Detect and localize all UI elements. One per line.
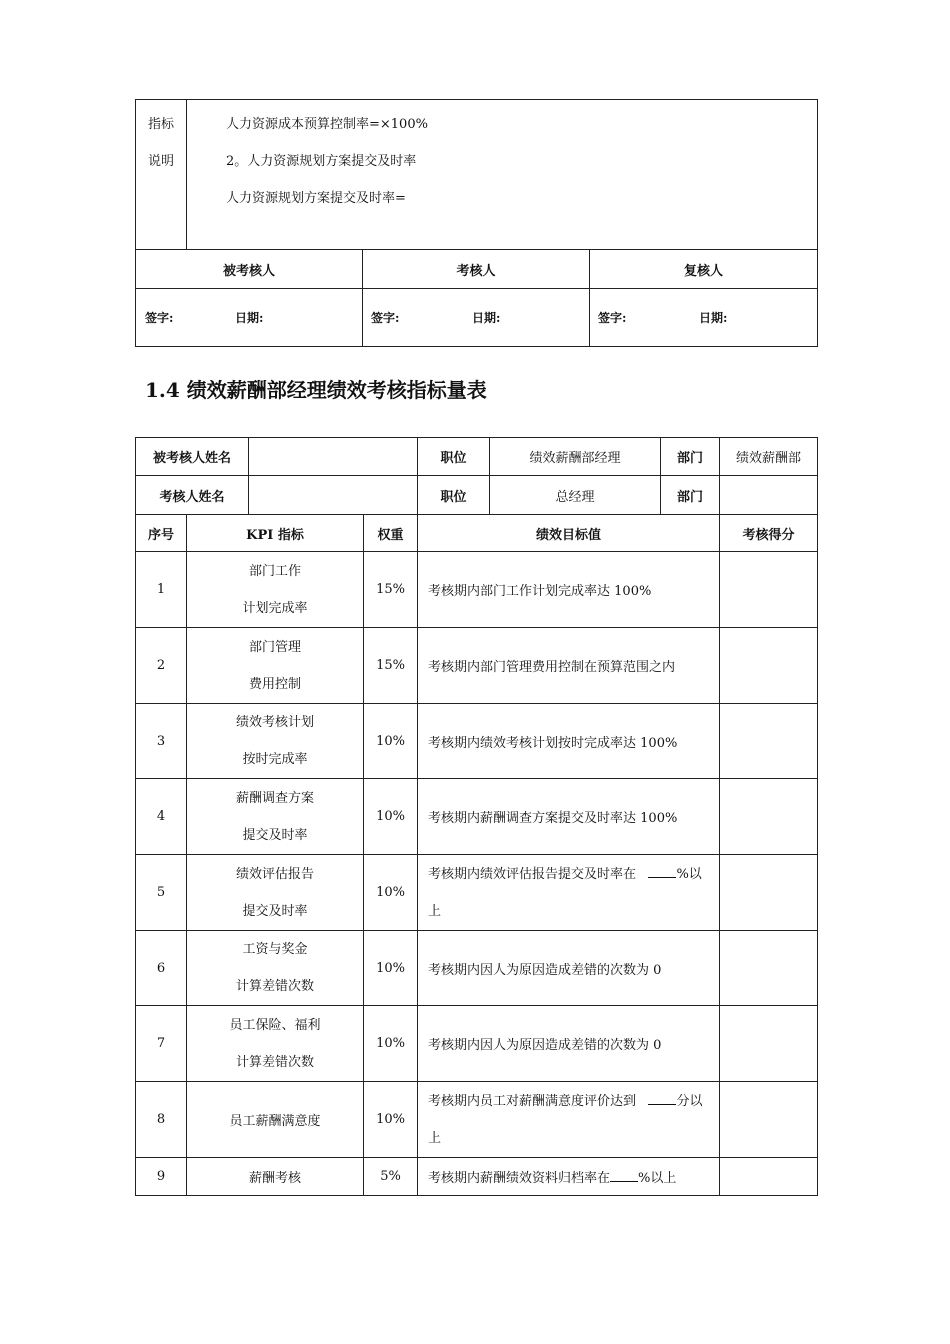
target-text: 考核期内薪酬绩效资料归档率在 <box>428 1171 611 1186</box>
kpi-name <box>187 779 364 855</box>
sign-label: 签字: <box>598 311 627 325</box>
table-row <box>136 1006 818 1082</box>
kpi-line: 部门管理 <box>249 639 302 655</box>
indicator-note-body <box>187 100 818 250</box>
assessee-signature-cell <box>136 289 363 347</box>
note-line: 2。人力资源规划方案提交及时率 <box>226 154 417 169</box>
kpi-line: 部门工作 <box>249 563 302 579</box>
indicator-note-table <box>135 99 818 347</box>
kpi-table <box>135 437 818 1196</box>
row-number: 3 <box>136 704 187 779</box>
kpi-line: 绩效考核计划 <box>236 715 315 730</box>
kpi-line: 提交及时率 <box>242 827 308 843</box>
date-label: 日期: <box>235 311 264 325</box>
kpi-line: 提交及时率 <box>242 903 308 919</box>
table-row <box>136 1158 818 1196</box>
weight: 10% <box>364 931 418 1006</box>
table-row <box>136 1082 818 1158</box>
reviewer-header: 复核人 <box>590 250 818 289</box>
column-header-target: 绩效目标值 <box>418 515 720 552</box>
target-value <box>418 1158 720 1196</box>
sign-label: 签字: <box>371 311 400 325</box>
score-cell <box>720 1158 818 1196</box>
kpi-line: 计算差错次数 <box>236 1054 315 1070</box>
score-cell <box>720 628 818 704</box>
assessor-department-value <box>720 476 818 515</box>
assessor-position-value: 总经理 <box>490 476 661 515</box>
column-header-no: 序号 <box>136 515 187 552</box>
table-row <box>136 552 818 628</box>
date-label: 日期: <box>472 311 501 325</box>
assessee-name-value <box>249 438 418 476</box>
assessee-position-value: 绩效薪酬部经理 <box>490 438 661 476</box>
kpi-name <box>187 704 364 779</box>
weight: 10% <box>364 855 418 931</box>
kpi-name: 员工薪酬满意度 <box>187 1082 364 1158</box>
kpi-line: 工资与奖金 <box>242 942 308 957</box>
table-row <box>136 704 818 779</box>
row-number: 1 <box>136 552 187 628</box>
kpi-line: 计算差错次数 <box>236 979 315 994</box>
score-cell <box>720 855 818 931</box>
fill-in-blank[interactable] <box>648 1091 676 1105</box>
department-label: 部门 <box>661 438 720 476</box>
kpi-name <box>187 552 364 628</box>
assessee-name-label: 被考核人姓名 <box>136 438 249 476</box>
assessee-header: 被考核人 <box>136 250 363 289</box>
kpi-name: 薪酬考核 <box>187 1158 364 1196</box>
row-number: 9 <box>136 1158 187 1196</box>
target-value <box>418 1082 720 1158</box>
column-header-score: 考核得分 <box>720 515 818 552</box>
assessor-name-label: 考核人姓名 <box>136 476 249 515</box>
fill-in-blank[interactable] <box>610 1168 638 1182</box>
indicator-label-line2: 说明 <box>147 154 174 169</box>
kpi-line: 费用控制 <box>249 676 302 692</box>
kpi-line: 绩效评估报告 <box>236 866 315 882</box>
score-cell <box>720 704 818 779</box>
kpi-name <box>187 1006 364 1082</box>
score-cell <box>720 779 818 855</box>
kpi-line: 员工保险、福利 <box>229 1017 321 1033</box>
target-suffix: %以 <box>676 866 702 882</box>
note-line: 人力资源规划方案提交及时率= <box>226 191 406 206</box>
score-cell <box>720 1082 818 1158</box>
assessee-department-value: 绩效薪酬部 <box>720 438 818 476</box>
target-value: 考核期内因人为原因造成差错的次数为 0 <box>418 931 720 1006</box>
weight: 10% <box>364 1006 418 1082</box>
weight: 10% <box>364 1082 418 1158</box>
assessor-signature-cell <box>363 289 590 347</box>
position-label: 职位 <box>418 476 490 515</box>
column-header-kpi: KPI 指标 <box>187 515 364 552</box>
assessor-name-value <box>249 476 418 515</box>
sign-label: 签字: <box>145 311 174 325</box>
section-heading: 1.4 绩效薪酬部经理绩效考核指标量表 <box>145 378 487 402</box>
row-number: 6 <box>136 931 187 1006</box>
kpi-name <box>187 855 364 931</box>
table-row <box>136 931 818 1006</box>
table-row <box>136 855 818 931</box>
table-row <box>136 628 818 704</box>
target-continuation: 上 <box>428 903 442 919</box>
weight: 15% <box>364 552 418 628</box>
row-number: 4 <box>136 779 187 855</box>
kpi-line: 薪酬调查方案 <box>236 790 315 806</box>
score-cell <box>720 1006 818 1082</box>
target-text: 考核期内绩效评估报告提交及时率在 <box>428 866 637 882</box>
target-continuation: 上 <box>428 1130 442 1146</box>
weight: 10% <box>364 704 418 779</box>
indicator-note-label <box>136 100 187 250</box>
target-value: 考核期内因人为原因造成差错的次数为 0 <box>418 1006 720 1082</box>
target-value <box>418 855 720 931</box>
reviewer-signature-cell <box>590 289 818 347</box>
target-value: 考核期内部门工作计划完成率达 100% <box>418 552 720 628</box>
position-label: 职位 <box>418 438 490 476</box>
target-value: 考核期内部门管理费用控制在预算范围之内 <box>418 628 720 704</box>
row-number: 2 <box>136 628 187 704</box>
target-text: 考核期内员工对薪酬满意度评价达到 <box>428 1093 637 1109</box>
note-line: 人力资源成本预算控制率=×100% <box>226 117 428 132</box>
target-suffix: 分以 <box>676 1093 703 1109</box>
department-label: 部门 <box>661 476 720 515</box>
score-cell <box>720 552 818 628</box>
indicator-label-line1: 指标 <box>147 117 174 132</box>
column-header-weight: 权重 <box>364 515 418 552</box>
date-label: 日期: <box>699 311 728 325</box>
kpi-line: 计划完成率 <box>242 600 308 616</box>
kpi-name <box>187 931 364 1006</box>
assessor-header: 考核人 <box>363 250 590 289</box>
weight: 5% <box>364 1158 418 1196</box>
row-number: 5 <box>136 855 187 931</box>
row-number: 8 <box>136 1082 187 1158</box>
table-row <box>136 779 818 855</box>
weight: 10% <box>364 779 418 855</box>
target-value: 考核期内绩效考核计划按时完成率达 100% <box>418 704 720 779</box>
kpi-line: 按时完成率 <box>242 752 308 767</box>
target-suffix: %以上 <box>638 1171 677 1186</box>
score-cell <box>720 931 818 1006</box>
fill-in-blank[interactable] <box>648 864 676 878</box>
weight: 15% <box>364 628 418 704</box>
row-number: 7 <box>136 1006 187 1082</box>
target-value: 考核期内薪酬调查方案提交及时率达 100% <box>418 779 720 855</box>
kpi-name <box>187 628 364 704</box>
